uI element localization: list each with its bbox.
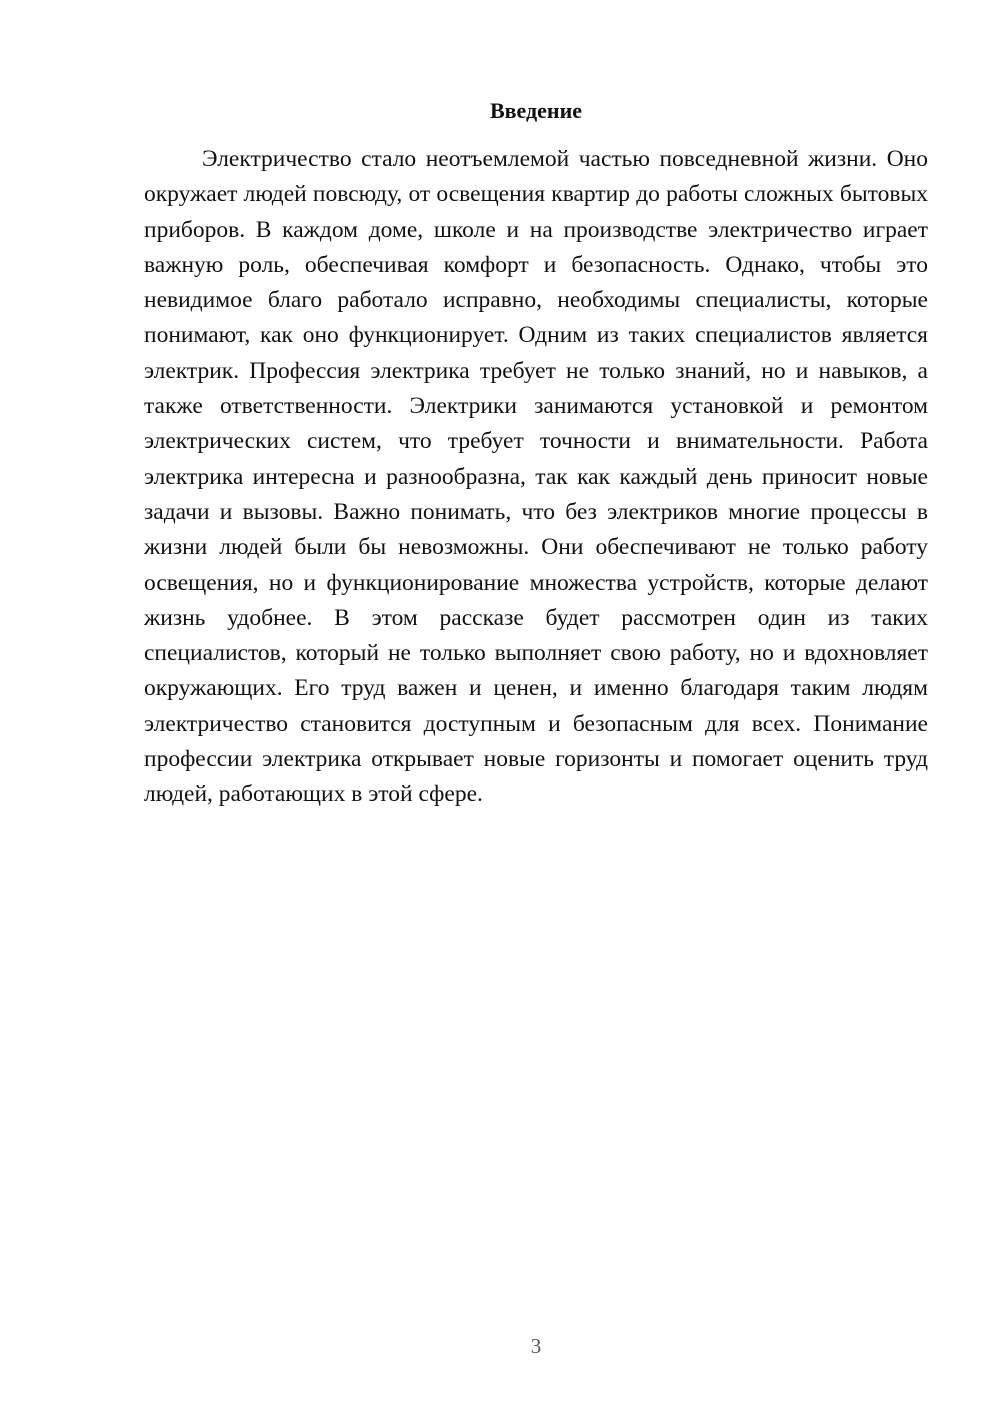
body-paragraph: Электричество стало неотъемлемой частью повседневной жизни. Оно окружает людей повсюду, от освещения квартир до работы сложных бытовых приборов. В каждом доме, школе и на производстве электричество играет важную роль, обеспечивая комфорт и безопасность. Однако, чтобы это невидимое благо работало исправно, необходимы специалисты, которые понимают, как оно функционирует. Одним из таких специалистов является электрик. Профессия электрика требует не только знаний, но и навыков, а также ответственности. Электрики занимаются установкой и ремонтом электрических систем, что требует точности и внимательности. Работа электрика интересна и разнообразна, так как каждый день приносит новые задачи и вызовы. Важно понимать, что без электриков многие процессы в жизни людей были бы невозможны. Они обеспечивают не только работу освещения, но и функционирование множества устройств, которые делают жизнь удобнее. В этом рассказе будет рассмотрен один из таких специалистов, который не только выполняет свою работу, но и вдохновляет окружающих. Его труд важен и ценен, и именно благодаря таким людям электричество становится доступным и безопасным для всех. Понимание профессии электрика открывает новые горизонты и помогает оценить труд людей, работающих в этой сфере. [144,146,928,808]
page-number: 3 [530,1334,542,1358]
section-title: Введение [489,98,583,123]
